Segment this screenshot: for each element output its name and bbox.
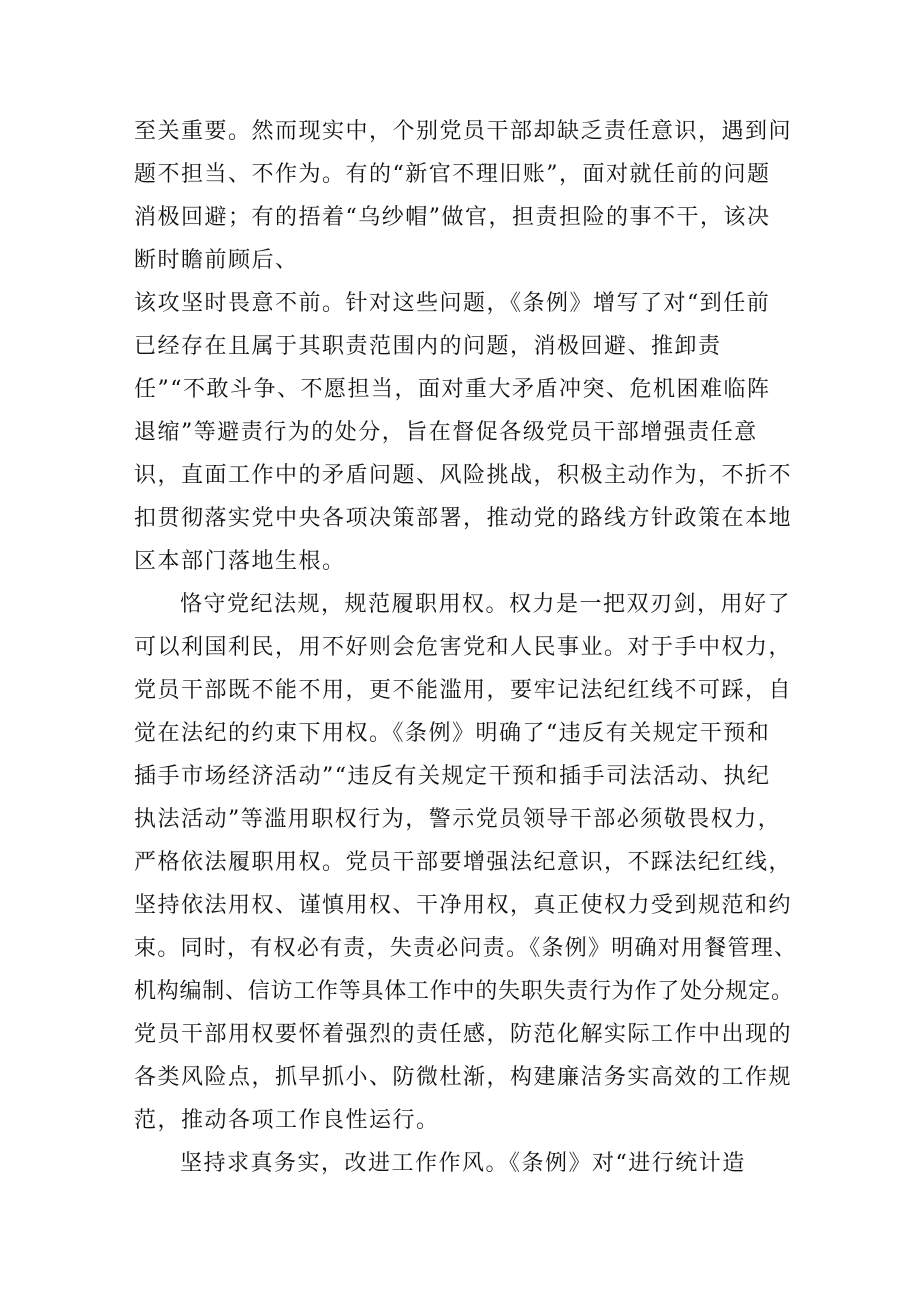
text-line: 识，直面工作中的矛盾问题、风险挑战，积极主动作为，不折不: [134, 463, 793, 488]
text-line: 坚持依法用权、谨慎用权、干净用权，真正使权力受到规范和约: [134, 893, 793, 918]
text-line: 执法活动”等滥用职权行为，警示党员领导干部必须敬畏权力，: [134, 807, 782, 832]
text-line: 消极回避；有的捂着“乌纱帽”做官，担责担险的事不干，该决: [134, 205, 771, 230]
text-line: 扣贯彻落实党中央各项决策部署，推动党的路线方针政策在本地: [134, 506, 793, 531]
paragraph-first-line: 坚持求真务实，改进工作作风。《条例》对“进行统计造: [180, 1151, 746, 1176]
text-line: 断时瞻前顾后、: [134, 248, 299, 273]
text-line: 束。同时，有权必有责，失责必问责。《条例》明确对用餐管理、: [134, 936, 798, 961]
text-line: 题不担当、不作为。有的“新官不理旧账”，面对就任前的问题: [134, 162, 771, 187]
text-line: 各类风险点，抓早抓小、防微杜渐，构建廉洁务实高效的工作规: [134, 1065, 793, 1090]
paragraph-first-line: 恪守党纪法规，规范履职用权。权力是一把双刃剑，用好了: [180, 592, 792, 617]
text-line: 任”“不敢斗争、不愿担当，面对重大矛盾冲突、危机困难临阵: [134, 377, 771, 402]
text-line: 区本部门落地生根。: [134, 549, 346, 574]
text-line: 范，推动各项工作良性运行。: [134, 1108, 440, 1133]
text-line: 党员干部既不能不用，更不能滥用，要牢记法纪红线不可踩，自: [134, 678, 793, 703]
text-line: 觉在法纪的约束下用权。《条例》明确了“违反有关规定干预和: [134, 721, 771, 746]
text-line: 党员干部用权要怀着强烈的责任感，防范化解实际工作中出现的: [134, 1022, 793, 1047]
text-line: 插手市场经济活动”“违反有关规定干预和插手司法活动、执纪: [134, 764, 771, 789]
text-line: 严格依法履职用权。党员干部要增强法纪意识，不踩法纪红线，: [134, 850, 793, 875]
text-line: 已经存在且属于其职责范围内的问题，消极回避、推卸责: [134, 334, 722, 359]
text-line: 至关重要。然而现实中，个别党员干部却缺乏责任意识，遇到问: [134, 119, 793, 144]
text-line: 退缩”等避责行为的处分，旨在督促各级党员干部增强责任意: [134, 420, 758, 445]
text-line: 该攻坚时畏意不前。针对这些问题，《条例》增写了对“到任前: [134, 291, 771, 316]
text-line: 机构编制、信访工作等具体工作中的失职失责行为作了处分规定。: [134, 979, 794, 1004]
text-line: 可以利国利民，用不好则会危害党和人民事业。对于手中权力，: [134, 635, 793, 660]
